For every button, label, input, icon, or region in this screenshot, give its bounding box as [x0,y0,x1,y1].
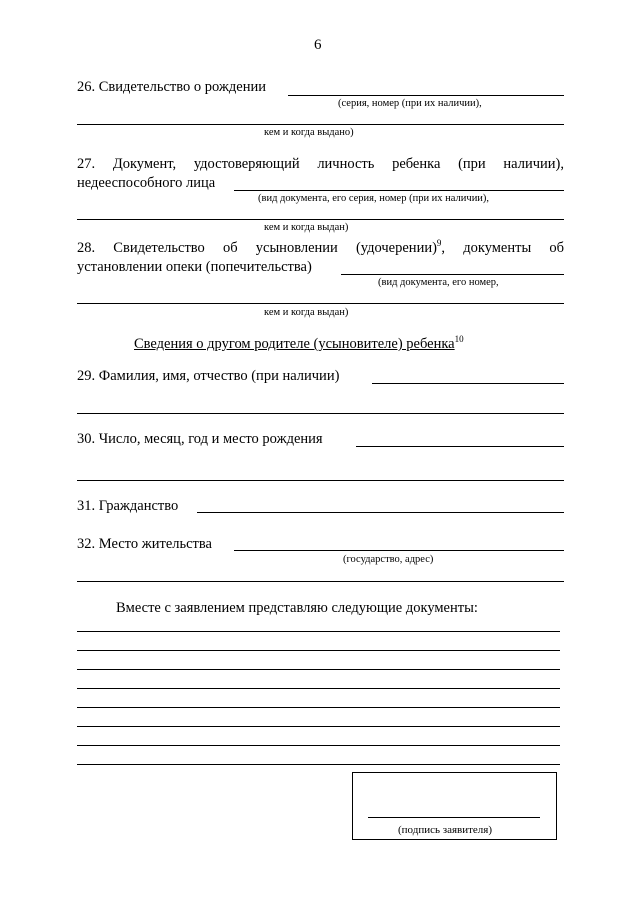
adoption-document-issuer-field[interactable] [77,287,564,304]
adoption-document-field[interactable] [341,258,564,275]
item-30-label: 30. Число, месяц, год и место рождения [77,431,323,447]
other-parent-section-title [134,334,464,352]
item-28-line2: установлении опеки (попечительства) [77,259,312,275]
other-parent-residence-field[interactable] [234,534,564,551]
item-32-label: 32. Место жительства [77,536,212,552]
item-28-line1 [77,238,564,256]
other-parent-birth-field-2[interactable] [77,464,564,481]
item-26-hint-series: (серия, номер (при их наличии), [338,98,482,109]
other-parent-citizenship-field[interactable] [197,496,564,513]
item-27-line1: 27. Документ, удостоверяющий личность ребенка (при наличии), [77,156,564,172]
birth-certificate-field[interactable] [288,79,564,96]
documents-line-2[interactable] [77,634,560,651]
item-27-hint-issuer: кем и когда выдан) [264,222,349,233]
other-parent-name-field-2[interactable] [77,397,564,414]
item-29-label: 29. Фамилия, имя, отчество (при наличии) [77,368,340,384]
footnote-9-marker: 9 [436,238,442,249]
other-parent-name-field[interactable] [372,367,564,384]
documents-line-5[interactable] [77,691,560,708]
documents-line-1[interactable] [77,615,560,632]
signature-label: (подпись заявителя) [398,824,493,836]
item-28-text-a: 28. Свидетельство об усыновлении (удочерении) [77,240,437,256]
documents-line-8[interactable] [77,748,560,765]
item-26-hint-issuer: кем и когда выдано) [264,127,354,138]
item-28-hint-issuer: кем и когда выдан) [264,307,349,318]
item-27-line2: недееспособного лица [77,175,216,191]
item-28-hint-document: (вид документа, его номер, [378,277,499,288]
birth-certificate-issuer-field[interactable] [77,108,564,125]
footnote-10-marker: 10 [454,334,464,345]
page-number: 6 [314,37,322,53]
item-28-text-b: , документы об [441,240,564,256]
item-32-hint: (государство, адрес) [343,554,434,565]
other-parent-residence-field-2[interactable] [77,565,564,582]
item-27-hint-document: (вид документа, его серия, номер (при их наличии), [258,193,490,204]
signature-field[interactable] [368,801,540,818]
documents-line-7[interactable] [77,729,560,746]
documents-title: Вместе с заявлением представляю следующие документы: [116,600,478,616]
documents-line-6[interactable] [77,710,560,727]
documents-line-3[interactable] [77,653,560,670]
child-id-document-field[interactable] [234,174,564,191]
section-title-text: Сведения о другом родителе (усыновителе) ребенка [134,336,455,352]
item-26-label: 26. Свидетельство о рождении [77,79,266,95]
documents-line-4[interactable] [77,672,560,689]
other-parent-birth-field[interactable] [356,430,564,447]
child-id-document-issuer-field[interactable] [77,203,564,220]
item-31-label: 31. Гражданство [77,498,179,514]
